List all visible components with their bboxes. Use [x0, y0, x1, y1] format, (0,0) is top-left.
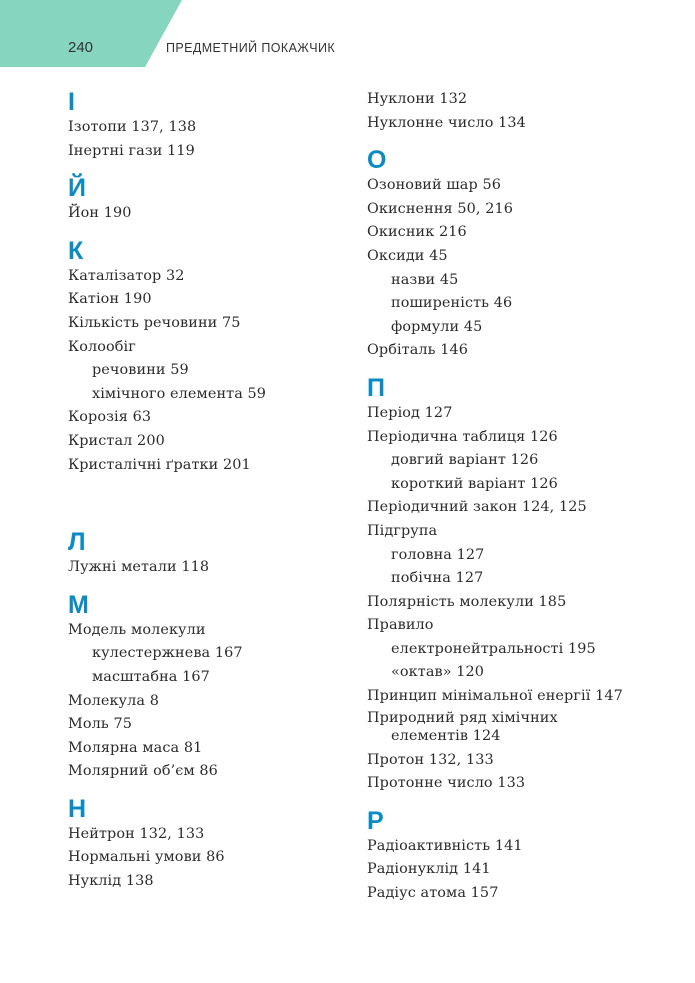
index-subentry: побічна 127 — [391, 570, 484, 587]
index-group-n — [68, 795, 348, 894]
index-entry: Радіонуклід 141 — [367, 861, 491, 878]
index-entry: Протонне число 133 — [367, 775, 526, 792]
index-entry: Кількість речовини 75 — [68, 314, 241, 331]
index-letter: Р — [367, 806, 384, 835]
index-group-n-continued — [367, 88, 667, 135]
index-subentry: формули 45 — [391, 318, 483, 335]
index-subentry: головна 127 — [391, 546, 485, 563]
index-column-right — [367, 88, 667, 917]
index-entry: Корозія 63 — [68, 409, 152, 426]
index-letter: Н — [68, 794, 87, 823]
index-entry: Полярність молекули 185 — [367, 593, 567, 610]
index-column-left — [68, 88, 348, 905]
index-subentry: «октав» 120 — [391, 664, 485, 681]
index-letter: Й — [68, 174, 86, 203]
index-group-i — [68, 88, 348, 163]
index-entry: Моль 75 — [68, 716, 132, 733]
index-group-y — [68, 174, 348, 226]
index-entry: Каталізатор 32 — [68, 267, 185, 284]
index-subentry: довгий варіант 126 — [391, 452, 539, 469]
index-subentry: електронейтральності 195 — [391, 640, 596, 657]
index-entry: Нуклід 138 — [68, 873, 154, 890]
index-subentry: речовини 59 — [92, 362, 189, 379]
index-entry: Підгрупа — [367, 522, 438, 539]
index-entry: Окисник 216 — [367, 224, 467, 241]
index-entry: Нуклони 132 — [367, 91, 468, 107]
header-band — [0, 0, 182, 67]
index-entry: Періодичний закон 124, 125 — [367, 499, 587, 516]
index-entry: Природний ряд хімічних — [367, 709, 558, 726]
running-title: ПРЕДМЕТНИЙ ПОКАЖЧИК — [166, 41, 336, 55]
index-entry: Модель молекули — [68, 621, 206, 638]
index-entry: Періодична таблиця 126 — [367, 428, 558, 445]
index-group-o — [367, 146, 667, 363]
index-entry: Ізотопи 137, 138 — [68, 119, 197, 135]
index-letter: М — [68, 590, 89, 619]
index-subentry: масштабна 167 — [92, 668, 210, 685]
index-entry-continuation: елементів 124 — [391, 727, 501, 744]
index-entry: Нуклонне число 134 — [367, 114, 526, 131]
index-entry: Лужні метали 118 — [68, 559, 210, 576]
index-entry: Оксиди 45 — [367, 247, 448, 264]
index-entry: Радіус атома 157 — [367, 885, 499, 902]
index-subentry: короткий варіант 126 — [391, 475, 558, 492]
spacer — [68, 488, 348, 528]
index-letter: Л — [68, 528, 86, 557]
index-group-l — [68, 528, 348, 580]
index-entry: Кристалічні ґратки 201 — [68, 456, 251, 473]
index-entry: Радіоактивність 141 — [367, 837, 523, 854]
index-subentry: поширеність 46 — [391, 295, 513, 312]
index-entry: Протон 132, 133 — [367, 751, 494, 768]
index-letter: О — [367, 146, 387, 175]
index-entry: Орбіталь 146 — [367, 342, 469, 359]
index-entry: Колообіг — [68, 338, 136, 355]
index-letter: П — [367, 373, 385, 402]
index-entry: Принцип мінімальної енергії 147 — [367, 688, 623, 705]
index-entry: Інертні гази 119 — [68, 142, 195, 159]
index-subentry: хімічного елемента 59 — [92, 385, 267, 402]
index-entry: Окиснення 50, 216 — [367, 200, 514, 217]
index-group-p — [367, 374, 667, 796]
index-entry: Катіон 190 — [68, 291, 152, 308]
index-group-r — [367, 807, 667, 906]
index-subentry: кулестержнева 167 — [92, 645, 243, 662]
index-group-k — [68, 237, 348, 477]
index-letter: І — [68, 88, 75, 116]
index-entry: Молярний об’єм 86 — [68, 763, 218, 780]
index-entry: Йон 190 — [68, 205, 132, 222]
index-entry: Озоновий шар 56 — [367, 177, 501, 194]
index-subentry: назви 45 — [391, 271, 459, 288]
index-entry: Молекула 8 — [68, 692, 159, 709]
index-entry: Правило — [367, 617, 434, 634]
index-entry: Нормальні умови 86 — [68, 849, 225, 866]
page-number: 240 — [68, 39, 94, 56]
index-entry: Кристал 200 — [68, 432, 165, 449]
index-entry: Період 127 — [367, 404, 453, 421]
index-entry: Нейтрон 132, 133 — [68, 825, 205, 842]
index-letter: К — [68, 236, 84, 265]
index-group-m — [68, 591, 348, 784]
index-entry: Молярна маса 81 — [68, 739, 203, 756]
